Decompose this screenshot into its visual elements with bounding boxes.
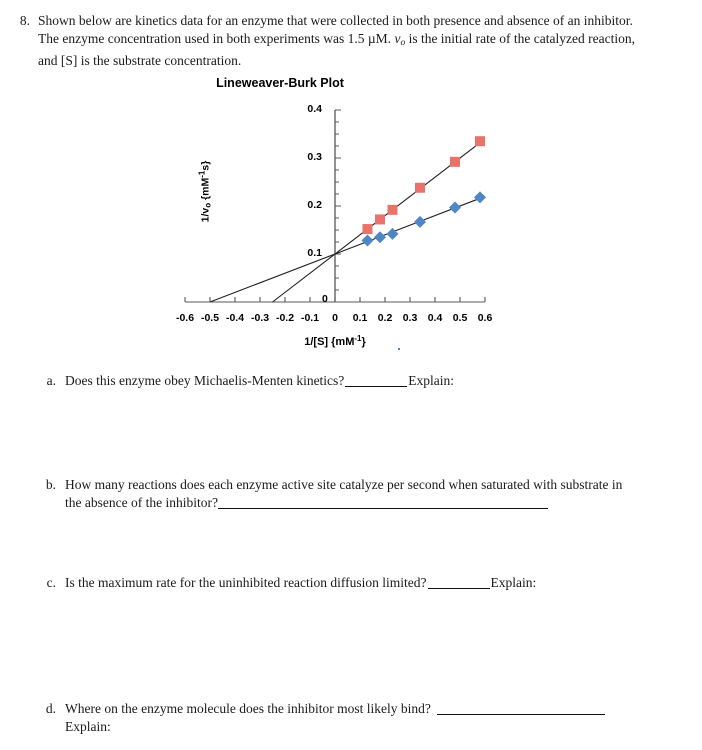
- question-text: [38, 12, 638, 70]
- data-point-marker: [449, 201, 461, 213]
- part-b-line-1: How many reactions does each enzyme active site catalyze per second when saturated with: [65, 477, 558, 492]
- part-d-letter: d.: [45, 701, 56, 716]
- lineweaver-burk-chart: [0, 76, 702, 358]
- part-c-answer-blank[interactable]: [428, 588, 490, 589]
- chart-x-tick-label: -0.2: [275, 312, 295, 324]
- chart-x-tick-label: -0.1: [300, 312, 320, 324]
- data-point-marker: [474, 191, 486, 203]
- part-b-text: [65, 476, 640, 511]
- data-point-marker: [362, 235, 374, 247]
- part-b-line-2: substrate in the absence of the inhibitor?: [65, 477, 623, 510]
- data-point-marker: [414, 216, 426, 228]
- part-d-line-1: Where on the enzyme molecule does the inhibitor most likely bind?: [65, 701, 431, 716]
- data-point-marker: [475, 136, 485, 146]
- question-line-3: catalyzed reaction, and [S] is the substrate concentration.: [38, 30, 635, 68]
- data-point-marker: [375, 214, 385, 224]
- part-b-letter: b.: [45, 477, 56, 492]
- chart-x-tick-label: 0.1: [352, 312, 368, 324]
- v-subscript: o: [400, 37, 406, 48]
- chart-y-axis-label: 1/vo $\{mM^{-1}s\}$: [197, 160, 213, 223]
- chart-x-tick-label: 0.4: [427, 312, 443, 324]
- part-c-explain-label: Explain:: [490, 575, 537, 590]
- chart-x-tick-label: -0.3: [250, 312, 270, 324]
- chart-x-tick-label: 0: [332, 312, 338, 324]
- part-b-answer-blank[interactable]: [218, 508, 548, 509]
- chart-y-tick-label: 0.3: [307, 151, 322, 163]
- part-a-explain-label: Explain:: [408, 373, 455, 388]
- chart-y-tick-label: 0.4: [307, 103, 322, 115]
- chart-title: Lineweaver-Burk Plot: [216, 76, 344, 90]
- part-a-letter: a.: [46, 373, 56, 388]
- question-line-2a: inhibitor. The enzyme concentration used in both experiments was 1.5 µM.: [38, 13, 633, 46]
- chart-x-tick-label: 0.6: [477, 312, 493, 324]
- part-d-line-2: Explain:: [65, 718, 111, 734]
- part-c-prompt: Is the maximum rate for the uninhibited reaction diffusion limited?: [65, 575, 427, 590]
- part-c: [0, 574, 702, 592]
- question-stem: [0, 12, 702, 70]
- part-c-letter: c.: [46, 575, 56, 590]
- part-d-answer-blank[interactable]: [437, 714, 605, 715]
- data-point-marker: [363, 224, 373, 234]
- chart-x-tick-label: -0.6: [175, 312, 195, 324]
- data-point-marker: [415, 183, 425, 193]
- data-point-marker: [374, 231, 386, 243]
- part-a: [0, 372, 702, 390]
- part-a-answer-blank[interactable]: [345, 386, 407, 387]
- data-point-marker: [387, 228, 399, 240]
- data-point-marker: [450, 157, 460, 167]
- data-point-marker: [388, 205, 398, 215]
- part-d: [0, 700, 702, 735]
- part-c-text: [65, 574, 640, 592]
- chart-y-tick-label: 0.2: [307, 199, 322, 211]
- question-line-2b: is the initial rate of the: [405, 30, 531, 46]
- part-b: [0, 476, 702, 511]
- chart-x-axis-label: 1/[S] $\{mM^{-1}\}$: [304, 334, 366, 348]
- chart-x-tick-label: 0.3: [402, 312, 418, 324]
- chart-x-tick-label: -0.5: [200, 312, 220, 324]
- chart-x-tick-label: -0.4: [225, 312, 245, 324]
- chart-origin-zero-label: 0: [322, 293, 328, 305]
- part-a-prompt: Does this enzyme obey Michaelis-Menten kinetics?: [65, 373, 345, 388]
- chart-y-tick-label: 0.1: [307, 247, 322, 259]
- question-number: 8.: [19, 13, 30, 28]
- part-a-text: [65, 372, 640, 390]
- chart-x-tick-label: 0.2: [377, 312, 393, 324]
- v-symbol: v: [394, 30, 401, 46]
- question-line-1: Shown below are kinetics data for an enzyme that were collected in both presence and absence of an: [38, 13, 581, 28]
- chart-x-tick-label: 0.5: [452, 312, 468, 324]
- part-d-text: [65, 700, 640, 735]
